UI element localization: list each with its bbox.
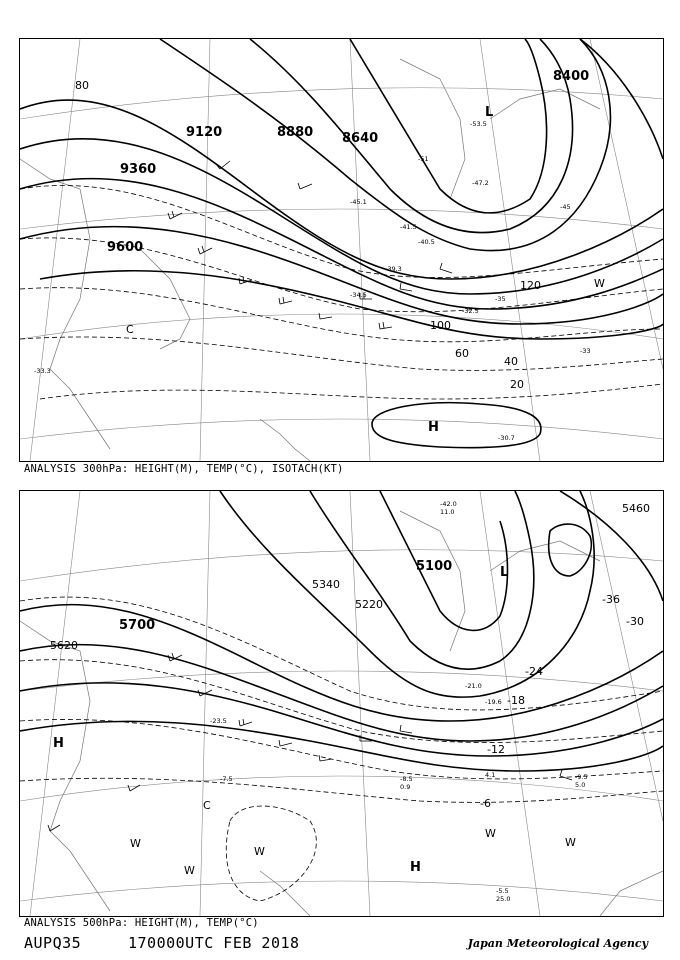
station-value: -30.7 — [498, 434, 515, 442]
station-values — [34, 120, 591, 442]
station-value: 0.9 — [400, 783, 411, 791]
map-500hpa-svg — [20, 491, 663, 916]
station-values — [210, 500, 588, 903]
temp-label: -12 — [487, 743, 505, 756]
low-center: L — [485, 105, 494, 120]
station-value: -7.5 — [220, 775, 233, 783]
station-value: -45.1 — [350, 198, 367, 206]
isotach-label: 120 — [520, 279, 541, 292]
station-value: 5.0 — [575, 781, 586, 789]
low-center: L — [500, 565, 509, 580]
station-value: -21.0 — [465, 682, 482, 690]
height-label: 9120 — [186, 125, 223, 140]
map-300hpa — [19, 38, 664, 462]
temp-label: -6 — [480, 797, 491, 810]
station-value: -41.5 — [400, 223, 417, 231]
station-value: -35 — [495, 295, 506, 303]
caption-300hpa: ANALYSIS 300hPa: HEIGHT(M), TEMP(°C), ISOTACH(KT) — [24, 463, 344, 475]
temp-label: -18 — [507, 694, 525, 707]
agency-credit: Japan Meteorological Agency — [467, 937, 648, 950]
coastline — [20, 59, 600, 461]
height-label: 5700 — [119, 618, 156, 633]
station-value: -32.5 — [462, 307, 479, 315]
valid-time: 170000UTC FEB 2018 — [128, 934, 300, 952]
cold-center: C — [126, 323, 134, 336]
station-value: -53.5 — [470, 120, 487, 128]
height-label: 8400 — [553, 69, 590, 84]
wind-barb-icon — [168, 161, 452, 329]
station-value: -33.3 — [34, 367, 51, 375]
station-value: 25.0 — [496, 895, 511, 903]
station-value: -42.0 — [440, 500, 457, 508]
height-label: 5340 — [312, 578, 340, 591]
isotach-label: 40 — [504, 355, 518, 368]
isotach-label: 100 — [430, 319, 451, 332]
station-value: -8.5 — [400, 775, 413, 783]
isotach-label: 80 — [75, 79, 89, 92]
high-center: H — [428, 420, 439, 435]
warm-center: W — [254, 845, 265, 858]
coastline — [20, 511, 663, 916]
station-value: -39.3 — [385, 265, 402, 273]
station-value: -51 — [418, 155, 429, 163]
height-label: 9360 — [120, 162, 157, 177]
station-value: -33 — [580, 347, 591, 355]
product-code: AUPQ35 — [24, 934, 82, 952]
warm-center: W — [594, 277, 605, 290]
isotherms — [20, 185, 663, 399]
height-label: 8880 — [277, 125, 314, 140]
map-300hpa-svg — [20, 39, 663, 461]
map-500hpa — [19, 490, 664, 917]
station-value: -23.5 — [210, 717, 227, 725]
isotach-label: 60 — [455, 347, 469, 360]
warm-center: W — [130, 837, 141, 850]
station-value: -19.6 — [485, 698, 502, 706]
station-value: -40.5 — [418, 238, 435, 246]
station-value: -47.2 — [472, 179, 489, 187]
station-value: 11.0 — [440, 508, 455, 516]
high-center-west: H — [53, 736, 64, 751]
station-value: -9.5 — [575, 773, 588, 781]
station-value: 4.1 — [485, 771, 496, 779]
temp-label: -30 — [626, 615, 644, 628]
height-label: 9600 — [107, 240, 144, 255]
station-value: -45 — [560, 203, 571, 211]
warm-center: W — [485, 827, 496, 840]
high-center: H — [410, 860, 421, 875]
height-label: 8640 — [342, 131, 379, 146]
temp-label: -36 — [602, 593, 620, 606]
height-label: 5100 — [416, 559, 453, 574]
height-label: 5460 — [622, 502, 650, 515]
caption-500hpa: ANALYSIS 500hPa: HEIGHT(M), TEMP(°C) — [24, 917, 259, 929]
graticule — [20, 491, 663, 916]
station-value: -34.5 — [350, 291, 367, 299]
temp-label: -24 — [525, 665, 543, 678]
height-label: 5220 — [355, 598, 383, 611]
cold-center: C — [203, 799, 211, 812]
warm-center: W — [184, 864, 195, 877]
height-label: 5620 — [50, 639, 78, 652]
height-contours — [20, 491, 663, 771]
isotach-label: 20 — [510, 378, 524, 391]
station-value: -5.5 — [496, 887, 509, 895]
warm-center: W — [565, 836, 576, 849]
